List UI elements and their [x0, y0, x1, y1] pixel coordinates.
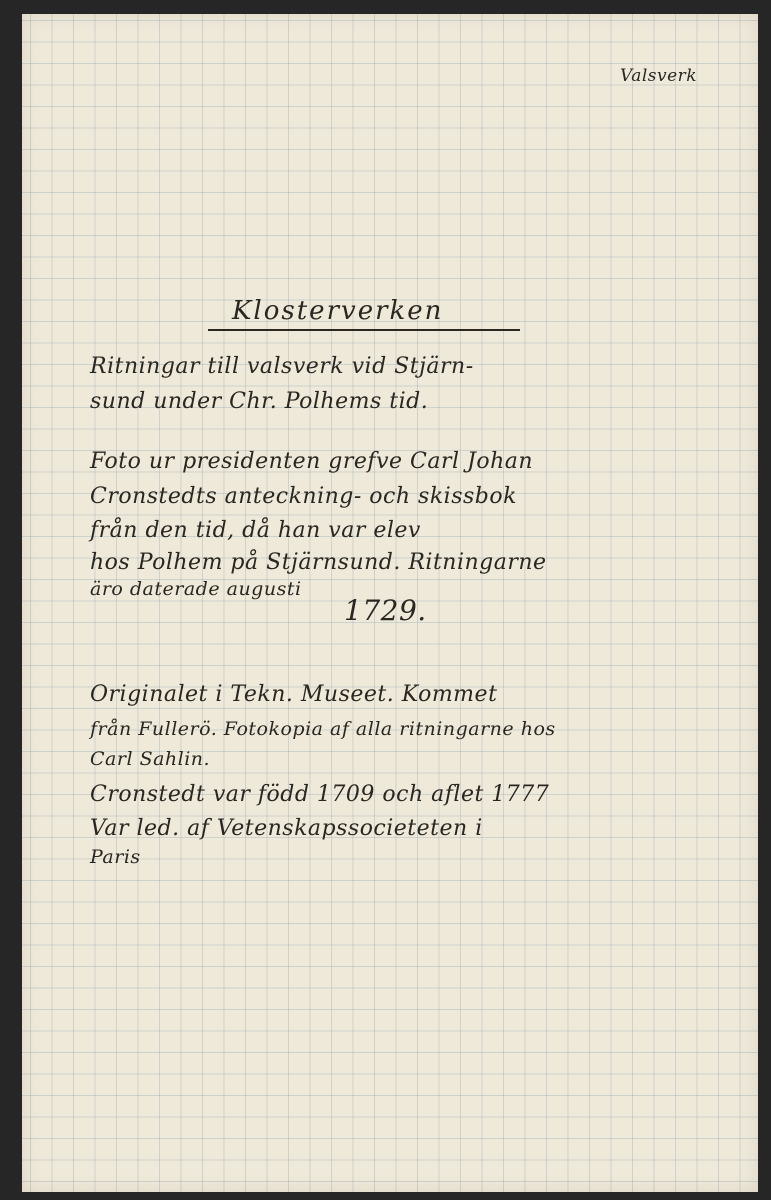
paragraph2-line3: från den tid, då han var elev: [90, 518, 421, 543]
paragraph2-line2: Cronstedts anteckning- och skissbok: [90, 484, 517, 509]
paragraph3-line5: Var led. af Vetenskapssocieteten i: [90, 816, 483, 841]
paragraph3-line2: från Fullerö. Fotokopia af alla ritningarne hos: [90, 718, 556, 740]
paragraph3-line4: Cronstedt var född 1709 och aflet 1777: [90, 782, 550, 807]
paragraph1-line2: sund under Chr. Polhems tid.: [90, 389, 429, 414]
year-1729: 1729.: [344, 594, 427, 627]
paragraph2-line1: Foto ur presidenten grefve Carl Johan: [90, 449, 534, 474]
paragraph2-line4: hos Polhem på Stjärnsund. Ritningarne: [90, 550, 547, 575]
paragraph3-line1: Originalet i Tekn. Museet. Kommet: [90, 682, 498, 707]
title-underline: [208, 329, 520, 331]
corner-note: Valsverk: [620, 66, 698, 86]
document-title: Klosterverken: [232, 296, 444, 326]
handwritten-sheet: [22, 14, 758, 1192]
paragraph2-line5: äro daterade augusti: [90, 578, 302, 600]
paragraph1-line1: Ritningar till valsverk vid Stjärn-: [90, 354, 474, 379]
paragraph3-line6: Paris: [90, 846, 141, 868]
paragraph3-line3: Carl Sahlin.: [90, 748, 211, 770]
